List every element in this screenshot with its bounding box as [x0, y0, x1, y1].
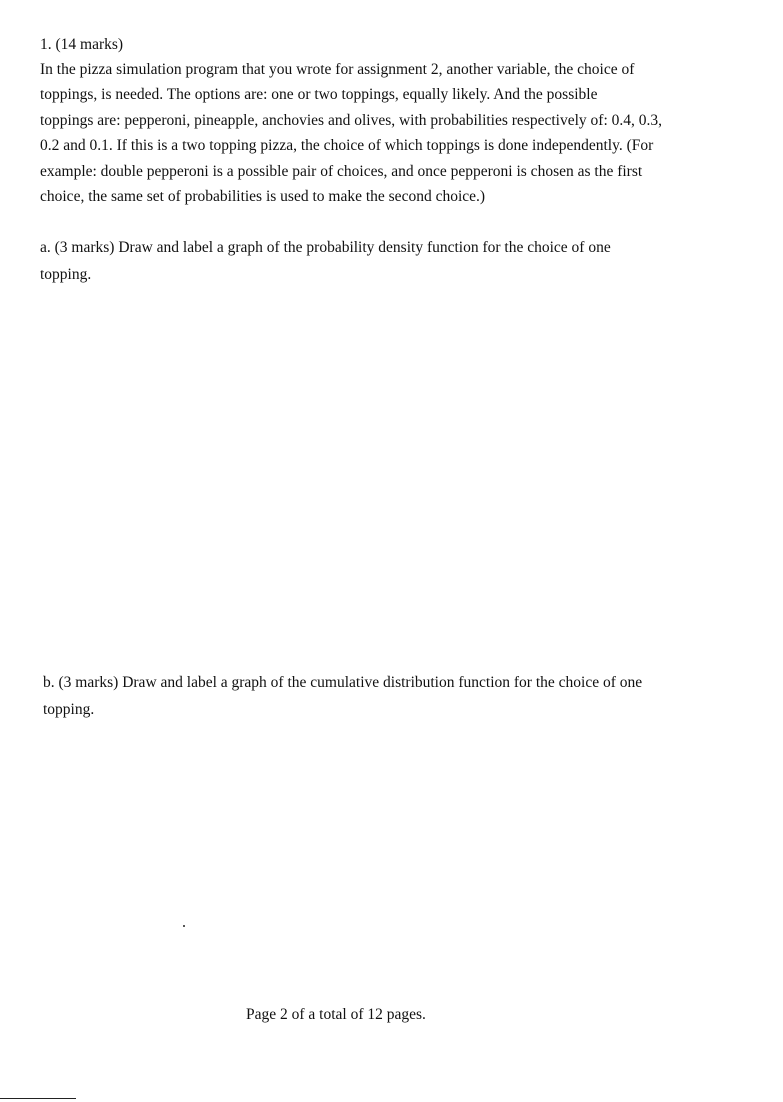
question-body-line: 0.2 and 0.1. If this is a two topping pizza, the choice of which toppings is done independently. (For [40, 137, 654, 155]
question-body-line: example: double pepperoni is a possible pair of choices, and once pepperoni is chosen as the first [40, 162, 643, 180]
question-body [40, 57, 740, 209]
part-a-line: topping. [40, 266, 92, 283]
page-footer: Page 2 of a total of 12 pages. [246, 1006, 426, 1023]
question-body-line: choice, the same set of probabilities is used to make the second choice.) [40, 188, 486, 206]
question-body-line: toppings are: pepperoni, pineapple, anchovies and olives, with probabilities respectively of: 0.4, 0.3, [40, 111, 662, 129]
part-b-line: b. (3 marks) Draw and label a graph of the cumulative distribution function for the choice of one [43, 674, 643, 691]
question-body-line: toppings, is needed. The options are: one or two toppings, equally likely. And the possible [40, 86, 598, 104]
part-b-answer-space [40, 725, 740, 985]
part-b-line: topping. [43, 701, 95, 718]
part-a-answer-space [40, 290, 740, 650]
question-header: 1. (14 marks) [40, 36, 124, 53]
scan-edge-line [0, 1098, 76, 1099]
part-a-prompt [40, 234, 740, 288]
stray-mark [183, 925, 185, 927]
part-a-line: a. (3 marks) Draw and label a graph of the probability density function for the choice of one [40, 239, 611, 256]
question-body-line: In the pizza simulation program that you wrote for assignment 2, another variable, the choice of [40, 61, 635, 78]
part-b-prompt [43, 669, 743, 723]
